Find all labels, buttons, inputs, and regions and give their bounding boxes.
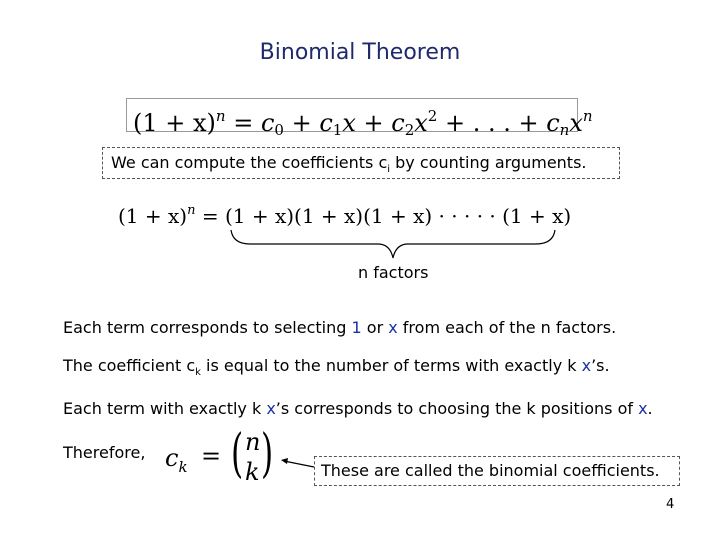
page-number: 4 [666, 497, 675, 512]
statement-line-2: The coefficient $c_k$ is equal to the number of terms with exactly k x’s. [63, 356, 610, 379]
product-expansion: $(1 + x)^n = (1 + x)(1 + x)(1 + x)$ · · · · · (1 + x) [118, 203, 572, 228]
underbrace [228, 228, 558, 262]
therefore-label: Therefore, [63, 443, 146, 462]
binomial-coefficients-note: These are called the binomial coefficients. [314, 456, 680, 486]
slide-title: Binomial Theorem [259, 40, 461, 65]
statement-line-1: Each term corresponds to selecting 1 or x from each of the n factors. [63, 318, 617, 337]
coefficients-note: We can compute the coefficients $c_i$ by counting arguments. [102, 147, 620, 179]
binomial-formula: $(1 + x)^n = c_0 + c_1x + c_2x^2$ + . . . + $c_nx^n$ [126, 98, 578, 132]
brace-label: n factors [358, 263, 429, 282]
arrow [278, 456, 318, 472]
statement-line-3: Each term with exactly k x’s corresponds to choosing the k positions of x. [63, 399, 653, 418]
